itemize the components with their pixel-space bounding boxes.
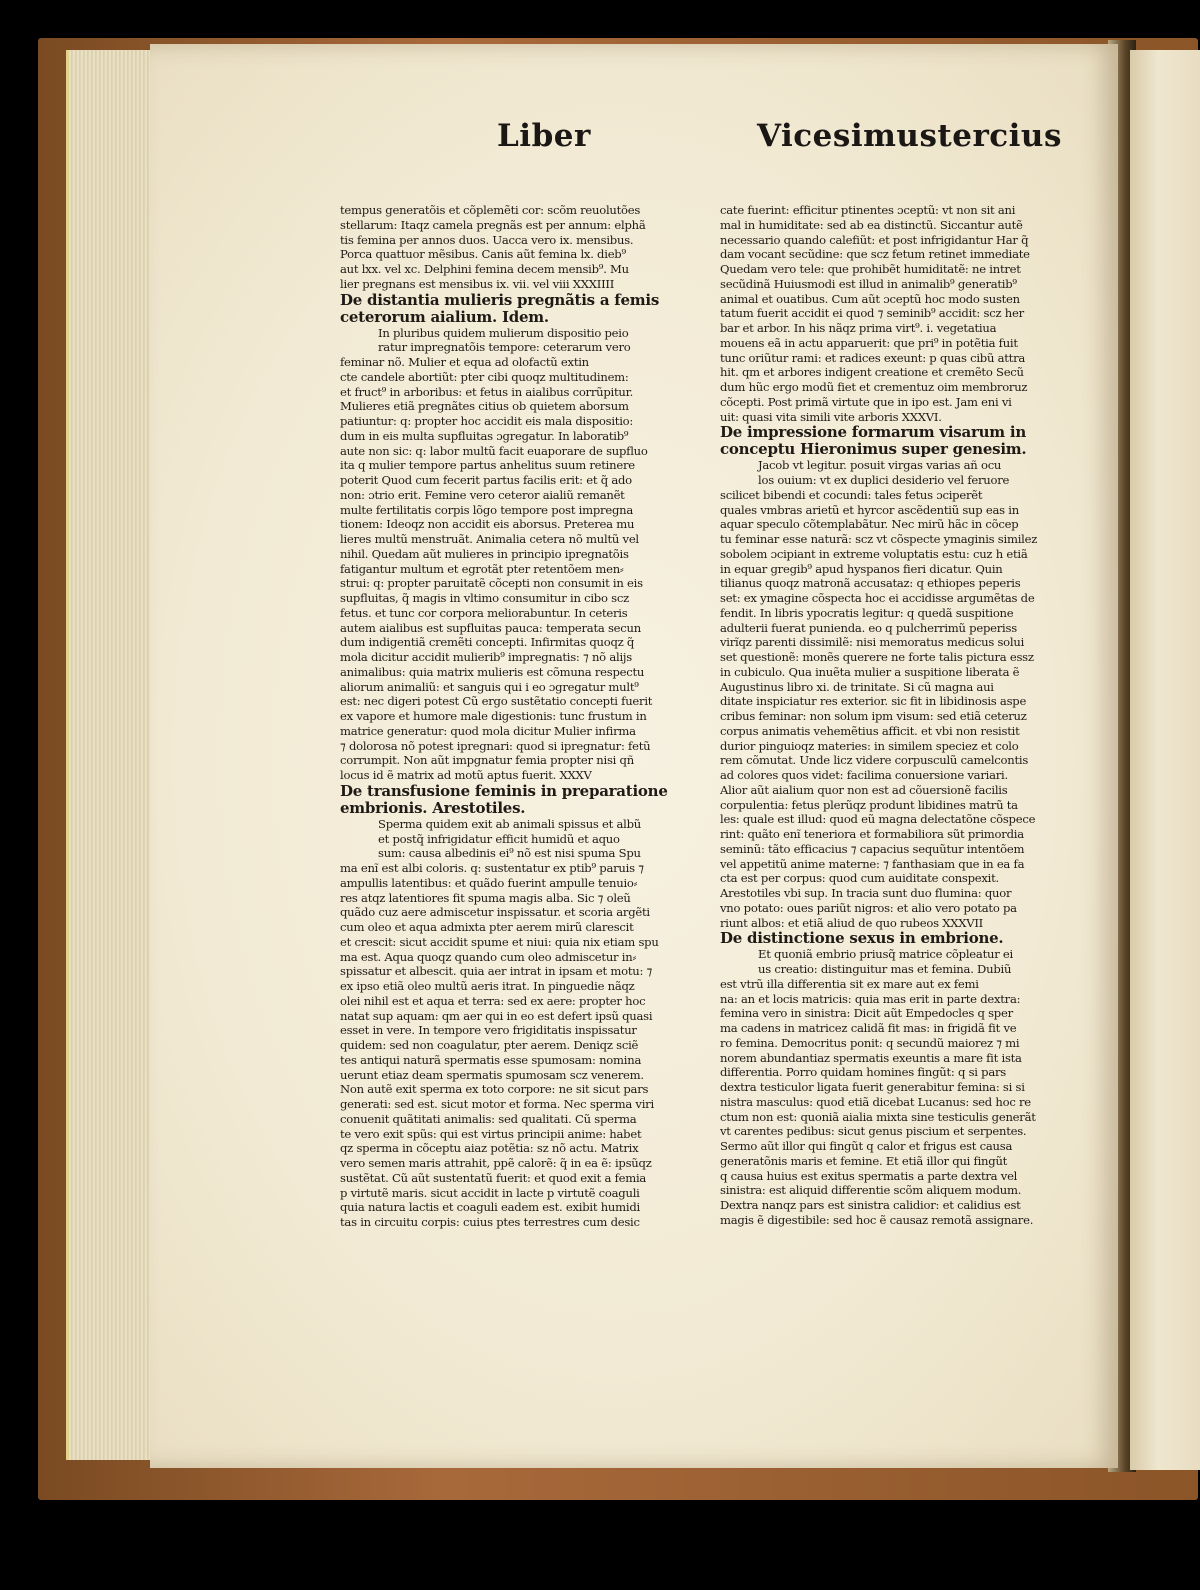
text-line: vno potato: oues pariũt nigros: et alio vero potato pa: [720, 900, 1017, 915]
text-line: les: quale est illud: quod eũ magna delectatõne cõspece: [720, 812, 1036, 827]
text-line: Dextra nanqz pars est sinistra calidior: et calidius est: [720, 1198, 1021, 1212]
text-line: strui: q: propter paruitatẽ cõcepti non consumit in eis: [340, 576, 643, 591]
text-line: aquar speculo cõtemplabãtur. Nec mirũ hãc in cõcep: [720, 517, 1019, 532]
text-line: In pluribus quidem mulierum dispositio peio: [378, 325, 629, 340]
text-line: poterit Quod cum fecerit partus facilis erit: et q̃ ado: [340, 473, 632, 487]
text-line: sinistra: est aliquid differentie scõm aliquem modum.: [720, 1183, 1022, 1198]
text-line: ctum non est: quoniã aialia mixta sine testiculis generãt: [720, 1109, 1036, 1124]
text-line: cribus feminar: non solum ipm visum: sed etiã ceteruz: [720, 709, 1027, 723]
text-line: aliorum animaliũ: et sanguis qui i eo ɔgregatur mult⁹: [340, 679, 639, 694]
running-head-left: Liber: [497, 118, 591, 154]
text-line: quales vmbras arietũ et hyrcor ascẽdentiũ sup eas in: [720, 502, 1019, 517]
text-line: patiuntur: q: propter hoc accidit eis mala dispositio:: [340, 414, 634, 428]
text-line: ditate inspiciatur res exterior. sic fit in libidinosis aspe: [720, 694, 1027, 709]
text-line: differentia. Porro quidam homines fingũt: q si pars: [720, 1065, 1007, 1080]
text-line: mouens eã in actu apparuerit: que pri⁹ in potẽtia fuit: [720, 335, 1018, 350]
chapter-heading: De distantia mulieris pregnãtis a femis: [340, 291, 660, 309]
text-line: fetus. et tunc cor corpora meliorabuntur. In ceteris: [340, 605, 628, 620]
text-line: natat sup aquam: qm aer qui in eo est defert ipsũ quasi: [340, 1008, 653, 1023]
text-line: in equar gregib⁹ apud hyspanos fieri dicatur. Quin: [720, 561, 1003, 576]
text-line: Et quoniã embrio priusq̃ matrice cõpleatur ei: [758, 947, 1013, 962]
text-line: aute non sic: q: labor multũ facit euaporare de supfluo: [340, 443, 648, 458]
text-line: tunc oriũtur rami: et radices exeunt: p quas cibũ attra: [720, 350, 1026, 365]
text-line: in cubiculo. Qua inuẽta mulier a suspitione liberata ẽ: [720, 664, 1020, 679]
text-line: animal et ouatibus. Cum aũt ɔceptũ hoc modo susten: [720, 291, 1020, 306]
text-line: ma enĩ est albi coloris. q: sustentatur ex ptib⁹ paruis ⁊: [340, 861, 644, 875]
text-line: nistra masculus: quod etiã dicebat Lucanus: sed hoc re: [720, 1094, 1031, 1109]
text-line: ex vapore et humore male digestionis: tunc frustum in: [340, 709, 647, 723]
text-line: ex ipso etiã oleo multũ aeris itrat. In pinguedie nãqz: [340, 979, 635, 993]
text-line: virĩqz parenti dissimilẽ: nisi memoratus medicus solui: [720, 635, 1025, 650]
text-line: Porca quattuor mẽsibus. Canis aũt femina lx. dieb⁹: [340, 247, 626, 262]
text-line: olei nihil est et aqua et terra: sed ex aere: propter hoc: [340, 993, 646, 1008]
text-line: dextra testiculor ligata fuerit generabitur femina: si si: [720, 1080, 1025, 1094]
text-line: est vtrũ illa differentia sit ex mare aut ex femi: [720, 976, 979, 991]
text-line: tis femina per annos duos. Uacca vero ix. mensibus.: [340, 232, 634, 247]
running-head-right: Vicesimustercius: [757, 118, 1062, 154]
text-line: set: ex ymagine cõspecta hoc ei accidisse argumẽtas de: [720, 591, 1035, 605]
text-line: tilianus quoqz matronã accusataz: q ethiopes peperis: [720, 576, 1021, 591]
text-line: feminar nõ. Mulier et equa ad olofactũ extin: [340, 355, 589, 369]
text-line: cõcepti. Post primã virtute que in ipo est. Jam eni vi: [720, 394, 1012, 409]
text-line: multe fertilitatis corpis lõgo tempore post impregna: [340, 502, 634, 517]
text-line: stellarum: Itaqz camela pregnãs est per annum: elphã: [340, 217, 646, 232]
text-line: p virtutẽ maris. sicut accidit in lacte p virtutẽ coaguli: [340, 1185, 640, 1200]
text-line: non: ɔtrio erit. Femine vero ceteror aialiũ remanẽt: [340, 487, 625, 502]
text-line: ita q mulier tempore partus anhelitus suum retinere: [340, 458, 635, 473]
text-line: bar et arbor. In his nãqz prima virt⁹. i. vegetatiua: [720, 321, 997, 335]
text-line: vel appetitũ anime materne: ⁊ fanthasiam que in ea fa: [720, 856, 1025, 871]
text-line: lieres multũ menstruãt. Animalia cetera nõ multũ vel: [340, 532, 639, 546]
text-line: quidem: sed non coagulatur, pter aerem. Deniqz sciẽ: [340, 1038, 639, 1052]
text-line: Quedam vero tele: que prohibẽt humiditatẽ: ne intret: [720, 262, 1021, 276]
text-line: Augustinus libro xi. de trinitate. Si cũ magna aui: [720, 679, 994, 694]
text-line: ma cadens in matricez calidã fit mas: in frigidã fit ve: [720, 1021, 1017, 1035]
text-line: esset in vere. In tempore vero frigiditatis inspissatur: [340, 1023, 637, 1038]
text-line: spissatur et albescit. quia aer intrat in ipsam et motu: ⁊: [340, 964, 653, 979]
text-line: femina vero in sinistra: Dicit aũt Empedocles q sper: [720, 1006, 1013, 1021]
page-edges: [66, 50, 161, 1460]
text-line: dam vocant secũdine: que scz fetum retinet immediate: [720, 247, 1030, 262]
text-line: tu feminar esse naturã: scz vt cõspecte ymaginis similez: [720, 532, 1038, 546]
text-line: matrice generatur: quod mola dicitur Mulier infirma: [340, 723, 636, 738]
text-line: tas in circuitu corpis: cuius ptes terrestres cum desic: [340, 1215, 640, 1229]
text-line: generati: sed est. sicut motor et forma. Nec sperma viri: [340, 1097, 654, 1111]
text-line: Jacob vt legitur. posuit virgas varias añ ocu: [758, 458, 1002, 473]
chapter-heading: De impressione formarum visarum in: [720, 424, 1026, 442]
text-line: ma est. Aqua quoqz quando cum oleo admiscetur in⸗: [340, 949, 637, 964]
text-line: autem aialibus est supfluitas pauca: temperata secun: [340, 620, 641, 635]
text-line: magis ẽ digestibile: sed hoc ẽ causaz remotã assignare.: [720, 1212, 1034, 1227]
text-line: tatum fuerit accidit ei quod ⁊ seminib⁹ accidit: scz her: [720, 306, 1024, 321]
text-line: scilicet bibendi et cocundi: tales fetus ɔciperẽt: [720, 487, 983, 502]
text-line: Sperma quidem exit ab animali spissus et albũ: [378, 816, 642, 831]
text-line: sustẽtat. Cũ aũt sustentatũ fuerit: et quod exit a femia: [340, 1170, 647, 1185]
text-line: Sermo aũt illor qui fingũt q calor et frigus est causa: [720, 1139, 1013, 1153]
chapter-heading: De transfusione feminis in preparatione: [340, 782, 668, 800]
chapter-heading: embrionis. Arestotiles.: [340, 799, 526, 817]
text-line: conuenit quãtitati animalis: sed qualitati. Cũ sperma: [340, 1111, 637, 1126]
text-line: ro femina. Democritus ponit: q secundũ maiorez ⁊ mi: [720, 1035, 1020, 1050]
text-line: set questionẽ: monẽs querere ne forte talis pictura essz: [720, 650, 1034, 664]
text-line: qz sperma in cõceptu aiaz potẽtia: sz nõ actu. Matrix: [340, 1141, 639, 1156]
text-line: cte candele abortiũt: pter cibi quoqz multitudinem:: [340, 369, 629, 384]
text-line: q causa huius est exitus spermatis a parte dextra vel: [720, 1168, 1018, 1183]
text-line: uerunt etiaz deam spermatis spumosam scz venerem.: [340, 1067, 644, 1082]
text-column-left: [340, 203, 670, 1230]
text-line: vt carentes pedibus: sicut genus piscium et serpentes.: [720, 1124, 1027, 1139]
text-line: necessario quando calefiũt: et post infrigidantur Har q̃: [720, 232, 1029, 247]
text-line: corrumpit. Non aũt impgnatur femia propter nisi qñ: [340, 753, 634, 768]
text-line: mal in humiditate: sed ab ea distinctũ. Siccantur autẽ: [720, 217, 1023, 232]
text-line: res atqz latentiores fit spuma magis alba. Sic ⁊ oleũ: [340, 890, 631, 905]
text-line: dum indigentiã cremẽti concepti. Infirmitas quoqz q̃: [340, 635, 635, 650]
text-line: riunt albos: et etiã aliud de quo rubeos XXXVII: [720, 915, 983, 930]
text-line: locus id ẽ matrix ad motũ aptus fuerit. XXXV: [340, 768, 592, 782]
text-line: durior pinguioqz materies: in similem speciez et colo: [720, 738, 1019, 753]
text-line: los ouium: vt ex duplici desiderio vel feruore: [758, 473, 1010, 487]
text-line: corpulentia: fetus plerũqz produnt libidines matrũ ta: [720, 797, 1018, 812]
text-line: vero semen maris attrahit, ppẽ calorẽ: q̃ in ea ẽ: ipsũqz: [340, 1156, 652, 1170]
text-line: secũdinã Huiusmodi est illud in animalib⁹ generatib⁹: [720, 276, 1017, 291]
text-line: tes antiqui naturã spermatis esse spumosam: nomina: [340, 1052, 642, 1067]
chapter-heading: conceptu Hieronimus super genesim.: [720, 441, 1027, 459]
text-line: Alior aũt aialium quor non est ad cõuersionẽ facilis: [720, 782, 1008, 797]
text-line: ad colores quos videt: facilima conuersione variari.: [720, 768, 1008, 782]
text-line: cum oleo et aqua admixta pter aerem mirũ clarescit: [340, 920, 634, 934]
text-line: nihil. Quedam aũt mulieres in principio ipregnatõis: [340, 546, 629, 561]
text-line: Arestotiles vbi sup. In tracia sunt duo flumina: quor: [720, 886, 1012, 900]
text-line: norem abundantiaz spermatis exeuntis a mare fit ista: [720, 1050, 1022, 1065]
text-line: generatõnis maris et femine. Et etiã illor qui fingũt: [720, 1153, 1008, 1168]
text-line: ratur impregnatõis tempore: ceterarum vero: [378, 340, 631, 355]
text-line: et postq̃ infrigidatur efficit humidũ et aquo: [378, 831, 620, 846]
chapter-heading: ceterorum aialium. Idem.: [340, 308, 549, 326]
text-line: mola dicitur accidit mulierib⁹ impregnatis: ⁊ nõ alijs: [340, 650, 632, 664]
text-line: te vero exit spũs: qui est virtus principii anime: habet: [340, 1126, 642, 1141]
text-line: seminũ: tãto efficacius ⁊ capacius sequũtur intentõem: [720, 841, 1025, 856]
text-line: corpus animatis vehemẽtius afficit. et vbi non resistit: [720, 723, 1020, 738]
text-line: et fruct⁹ in arboribus: et fetus in aialibus corrũpitur.: [340, 384, 634, 399]
text-line: dum hũc ergo modũ fiet et crementuz oim membroruz: [720, 380, 1028, 394]
text-line: sobolem ɔcipiant in extreme voluptatis estu: cuz h etiã: [720, 546, 1028, 561]
text-line: est: nec digeri potest Cũ ergo sustẽtatio concepti fuerit: [340, 694, 653, 709]
text-line: ⁊ dolorosa nõ potest ipregnari: quod si ipregnatur: fetũ: [340, 738, 651, 753]
text-line: adulterii fuerat punienda. eo q pulcherrimũ peperiss: [720, 620, 1017, 635]
text-line: hit. qm et arbores indigent creatione et cremẽto Secũ: [720, 365, 1024, 380]
text-line: fendit. In libris ypocratis legitur: q quedã suspitione: [720, 605, 1014, 620]
text-line: dum in eis multa supfluitas ɔgregatur. In laboratib⁹: [340, 428, 629, 443]
text-line: na: an et locis matricis: quia mas erit in parte dextra:: [720, 991, 1021, 1006]
text-line: animalibus: quia matrix mulieris est cõmuna respectu: [340, 664, 645, 679]
text-line: supfluitas, q̃ magis in vltimo consumitur in cibo scz: [340, 591, 629, 605]
text-line: ampullis latentibus: et quãdo fuerint ampulle tenuio⸗: [340, 875, 638, 890]
text-line: quia natura lactis et coaguli eadem est. exibit humidi: [340, 1200, 640, 1215]
text-line: Non autẽ exit sperma ex toto corpore: ne sit sicut pars: [340, 1082, 649, 1097]
text-line: cta est per corpus: quod cum auiditate conspexit.: [720, 871, 999, 886]
text-line: fatigantur multum et egrotãt pter retentõem men⸗: [340, 561, 624, 576]
text-line: sum: causa albedinis ei⁹ nõ est nisi spuma Spu: [378, 846, 641, 861]
text-line: Mulieres etiã pregnãtes citius ob quietem aborsum: [340, 399, 629, 414]
text-line: quãdo cuz aere admiscetur inspissatur. et scoria argẽti: [340, 905, 650, 920]
text-line: cate fuerint: efficitur ptinentes ɔceptũ: vt non sit ani: [720, 203, 1016, 217]
chapter-heading: De distinctione sexus in embrione.: [720, 930, 1004, 948]
text-line: rem cõmutat. Unde licz videre corpusculũ camelcontis: [720, 753, 1029, 768]
text-line: us creatio: distinguitur mas et femina. Dubiũ: [758, 962, 1012, 976]
text-line: et crescit: sicut accidit spume et niui: quia nix etiam spu: [340, 934, 659, 949]
text-line: tempus generatõis et cõplemẽti cor: scõm reuolutões: [340, 203, 641, 217]
text-line: tionem: Ideoqz non accidit eis aborsus. Preterea mu: [340, 517, 635, 532]
facing-page-edge: [1130, 50, 1200, 1470]
text-column-right: [720, 203, 1052, 1228]
text-line: uit: quasi vita simili vite arboris XXXVI.: [720, 409, 942, 424]
text-line: lier pregnans est mensibus ix. vii. vel viii XXXIIII: [340, 276, 615, 291]
text-line: aut lxx. vel xc. Delphini femina decem mensib⁹. Mu: [340, 262, 629, 276]
text-line: rint: quãto enĩ teneriora et formabiliora sũt primordia: [720, 827, 1024, 841]
